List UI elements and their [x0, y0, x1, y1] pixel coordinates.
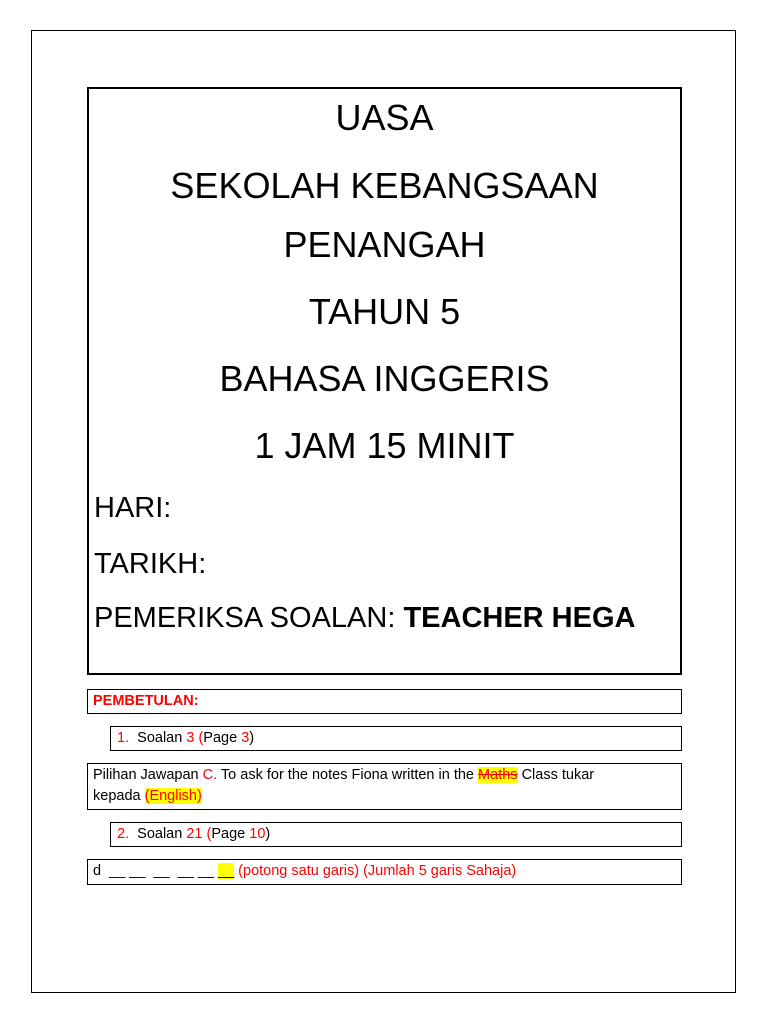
correction-note-2	[87, 859, 682, 885]
subject-name: BAHASA INGGERIS	[219, 358, 550, 399]
note1-line1	[93, 765, 676, 786]
note1-prefix: Pilihan Jawapan	[93, 767, 199, 783]
correction-note-1	[87, 763, 682, 810]
year-level: TAHUN 5	[308, 291, 461, 332]
item2-page-number: 10	[249, 826, 266, 842]
note2-blanks: __ __ __ __ __	[109, 863, 214, 879]
checker-label: PEMERIKSA SOALAN:	[94, 602, 396, 634]
note1-choice: C.	[202, 767, 218, 783]
note2-instruction: (potong satu garis) (Jumlah 5 garis Sahaja)	[238, 863, 517, 879]
item1-number: 1.	[117, 730, 130, 746]
item1-open-paren: (	[198, 730, 204, 746]
correction-item-2	[110, 822, 682, 847]
item1-page-label: Page	[203, 730, 238, 746]
note1-struck-word: Maths	[478, 767, 518, 783]
item2-open-paren: (	[206, 826, 212, 842]
school-name-line2: PENANGAH	[283, 224, 486, 265]
date-label: TARIKH:	[94, 548, 207, 580]
item2-soalan-label: Soalan	[137, 826, 183, 842]
item1-soalan-label: Soalan	[137, 730, 183, 746]
item2-soalan-number: 21	[186, 826, 203, 842]
checker-name: TEACHER HEGA	[403, 602, 636, 634]
item2-close-paren: )	[265, 826, 271, 842]
cover-box	[87, 87, 682, 675]
corrections-heading-box	[87, 689, 682, 714]
item1-close-paren: )	[249, 730, 255, 746]
note1-line2-prefix: kepada	[93, 788, 141, 804]
exam-duration: 1 JAM 15 MINIT	[254, 425, 515, 466]
item1-soalan-number: 3	[186, 730, 195, 746]
correction-item-1	[110, 726, 682, 751]
checker-row	[94, 601, 635, 635]
note1-text-after: Class tukar	[521, 767, 595, 783]
item2-number: 2.	[117, 826, 130, 842]
note2-highlight-blank: __	[218, 863, 235, 879]
item2-page-label: Page	[211, 826, 246, 842]
note2-letter: d	[93, 863, 102, 879]
note1-replacement: (English)	[144, 788, 202, 804]
exam-title: UASA	[335, 97, 434, 138]
note1-line2	[93, 786, 676, 807]
note1-text-before: To ask for the notes Fiona written in the	[220, 767, 474, 783]
item1-page-number: 3	[241, 730, 250, 746]
corrections-heading: PEMBETULAN:	[93, 693, 199, 709]
school-name-line1: SEKOLAH KEBANGSAAN	[170, 165, 599, 206]
day-label: HARI:	[94, 492, 172, 524]
